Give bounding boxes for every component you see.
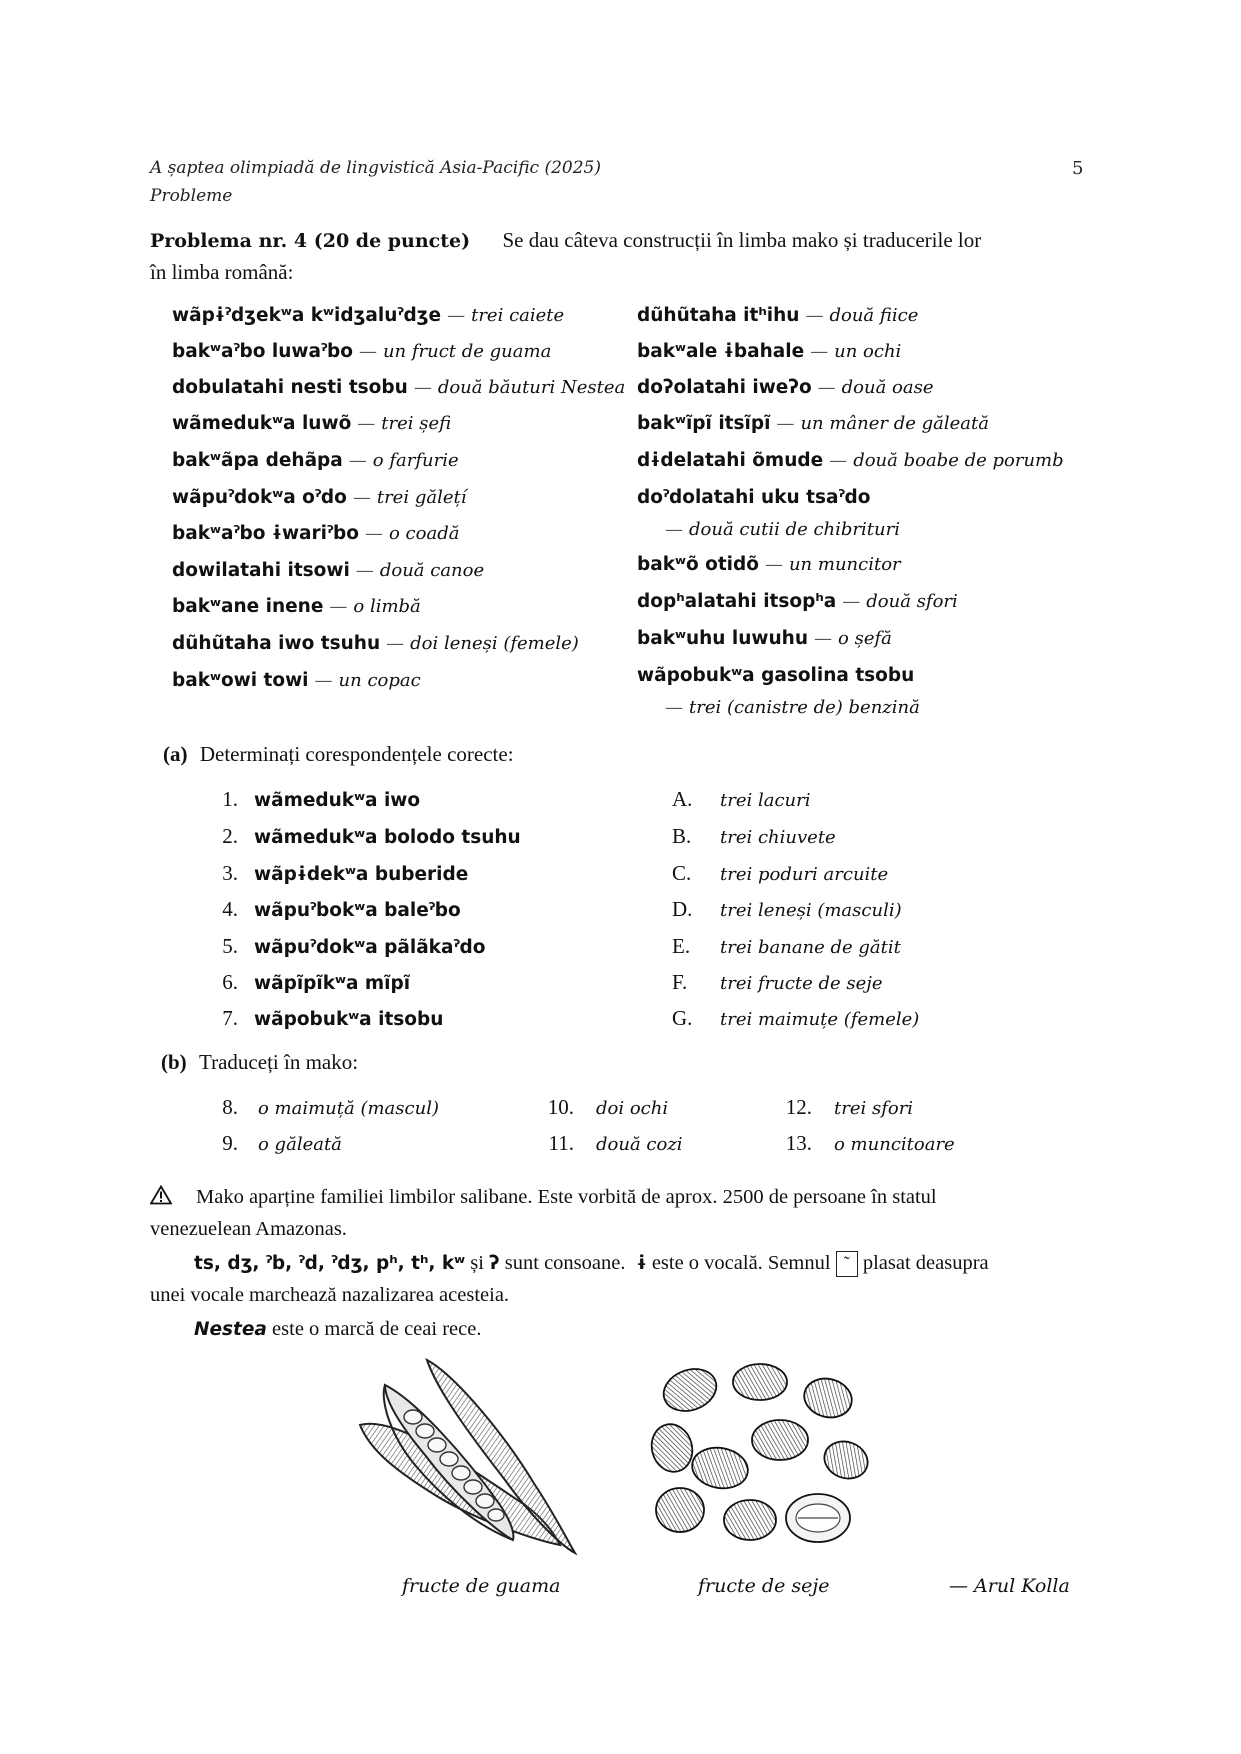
translation: două cozi <box>596 1134 683 1155</box>
translation: trei fructe de seje <box>720 973 883 994</box>
mako-phrase: wãmedukʷa iwo <box>254 790 421 811</box>
example-row: dopʰalatahi itsopʰa — două sfori <box>637 591 958 612</box>
note-paragraph-1a: Mako aparține familiei limbilor salibane. Este vorbită de aprox. 2500 de persoane în statul <box>196 1186 937 1208</box>
example-row <box>637 662 914 686</box>
list-item: 8. o maimuță (mascul) <box>222 1095 439 1119</box>
translation: două băuturi Nestea <box>437 377 626 398</box>
example-row: bakʷane inene — o limbă <box>172 596 421 617</box>
mako-phrase: doˀdolatahi uku tsaˀdo <box>637 487 871 508</box>
translation: două boabe de porumb <box>853 450 1064 471</box>
translation: un ochi <box>834 341 902 362</box>
translation: o limbă <box>353 596 421 617</box>
mako-phrase: wãmedukʷa bolodo tsuhu <box>254 827 521 848</box>
mako-phrase: dũhũtaha iwo tsuhu <box>172 633 381 654</box>
translation: două sfori <box>866 591 958 612</box>
translation: doi ochi <box>596 1098 669 1119</box>
part-b-text: Traduceți în mako: <box>199 1050 359 1074</box>
problem-intro-line-1 <box>150 228 981 253</box>
glottal-symbol: ʔ <box>489 1253 500 1274</box>
mako-phrase: wãpobukʷa itsobu <box>254 1009 444 1030</box>
translation: trei (canistre de) benzină <box>689 697 920 718</box>
note-paragraph-2a: ts, dʒ, ˀb, ˀd, ˀdʒ, pʰ, tʰ, kʷ și ʔ sunt consoane. ɨ este o vocală. Semnul ˜ plasat deasupra <box>194 1247 989 1280</box>
part-a-label: (a) <box>163 742 188 766</box>
mako-phrase: bakʷãpa dehãpa <box>172 450 343 471</box>
example-row: bakʷaˀbo luwaˀbo — un fruct de guama <box>172 341 552 362</box>
mako-phrase: bakʷale ɨbahale <box>637 341 805 362</box>
translation: o farfurie <box>372 450 459 471</box>
mako-phrase: wãpĩpĩkʷa mĩpĩ <box>254 973 411 994</box>
translation: trei poduri arcuite <box>720 864 889 885</box>
seje-fruit-illustration <box>650 1360 870 1550</box>
example-row: dũhũtaha itʰihu — două fiice <box>637 305 919 326</box>
example-row: bakʷõ otidõ — un muncitor <box>637 554 901 575</box>
option-item: A. trei lacuri <box>672 787 811 811</box>
translation: o șefă <box>838 628 892 649</box>
header-title: A șaptea olimpiadă de lingvistică Asia-Pacific (2025) <box>150 158 601 178</box>
translation: doi leneși (femele) <box>410 633 579 654</box>
translation: trei gălețí <box>376 487 467 508</box>
option-item: F. trei fructe de seje <box>672 970 883 994</box>
example-row: dũhũtaha iwo tsuhu — doi leneși (femele) <box>172 633 579 654</box>
page-number: 5 <box>1072 158 1084 179</box>
list-item: 3. wãpɨdekʷa buberide <box>222 861 469 885</box>
mako-phrase: wãpuˀdokʷa pãlãkaˀdo <box>254 937 486 958</box>
guama-fruit-illustration <box>355 1355 595 1555</box>
example-row-continuation: — două cutii de chibrituri <box>665 519 900 540</box>
list-item: 2. wãmedukʷa bolodo tsuhu <box>222 824 521 848</box>
header-subtitle: Probleme <box>150 186 233 206</box>
mako-phrase: bakʷaˀbo ɨwariˀbo <box>172 523 359 544</box>
example-row: dowilatahi itsowi — două canoe <box>172 560 485 581</box>
example-row: wãpɨˀdʒekʷa kʷidʒaluˀdʒe — trei caiete <box>172 305 565 326</box>
translation: o coadă <box>389 523 460 544</box>
translation: trei caiete <box>471 305 565 326</box>
example-row: bakʷale ɨbahale — un ochi <box>637 341 902 362</box>
list-item: 10. doi ochi <box>547 1095 669 1119</box>
example-row: wãmedukʷa luwõ — trei șefi <box>172 413 452 434</box>
note-paragraph-3: Nestea este o marcă de ceai rece. <box>194 1318 482 1340</box>
mako-phrase: doʔolatahi iweʔo <box>637 377 812 398</box>
list-item: 5. wãpuˀdokʷa pãlãkaˀdo <box>222 934 486 958</box>
translation: două fiice <box>829 305 919 326</box>
example-row: bakʷĩpĩ itsĩpĩ — un mâner de găleată <box>637 413 989 434</box>
list-item: 1. wãmedukʷa iwo <box>222 787 421 811</box>
list-item: 7. wãpobukʷa itsobu <box>222 1006 444 1030</box>
mako-phrase: wãpuˀbokʷa baleˀbo <box>254 900 461 921</box>
translation: un muncitor <box>788 554 901 575</box>
list-item: 9. o găleată <box>222 1131 342 1155</box>
list-item: 12. trei sfori <box>785 1095 914 1119</box>
translation: trei șefi <box>381 413 452 434</box>
example-row: dɨdelatahi õmude — două boabe de porumb <box>637 450 1064 471</box>
option-item: G. trei maimuțe (femele) <box>672 1006 920 1030</box>
translation: două cutii de chibrituri <box>689 519 900 540</box>
example-row: bakʷãpa dehãpa — o farfurie <box>172 450 459 471</box>
translation: trei chiuvete <box>720 827 836 848</box>
mako-phrase: wãpuˀdokʷa oˀdo <box>172 487 347 508</box>
translation: o muncitoare <box>834 1134 955 1155</box>
caption-seje: fructe de seje <box>698 1575 830 1597</box>
translation: un fruct de guama <box>382 341 552 362</box>
consonant-list: ts, dʒ, ˀb, ˀd, ˀdʒ, pʰ, tʰ, kʷ <box>194 1253 466 1274</box>
example-row: bakʷuhu luwuhu — o șefă <box>637 628 892 649</box>
example-row: bakʷaˀbo ɨwariˀbo — o coadă <box>172 523 460 544</box>
mako-phrase: bakʷuhu luwuhu <box>637 628 809 649</box>
part-a-text: Determinați corespondențele corecte: <box>199 742 514 766</box>
example-row: bakʷowi towi — un copac <box>172 670 421 691</box>
tilde-box: ˜ <box>836 1251 858 1277</box>
mako-phrase: bakʷĩpĩ itsĩpĩ <box>637 413 771 434</box>
mako-phrase: wãmedukʷa luwõ <box>172 413 352 434</box>
mako-phrase: wãpobukʷa gasolina tsobu <box>637 665 915 686</box>
warning-icon <box>150 1185 172 1210</box>
option-item: E. trei banane de gătit <box>672 934 901 958</box>
translation: un mâner de găleată <box>800 413 989 434</box>
option-item: B. trei chiuvete <box>672 824 836 848</box>
mako-phrase: dobulatahi nesti tsobu <box>172 377 408 398</box>
problem-intro-line-2: în limba română: <box>150 260 294 284</box>
note-paragraph-2b: unei vocale marchează nazalizarea acesteia. <box>150 1284 510 1306</box>
note-paragraph-1b: venezuelean Amazonas. <box>150 1218 347 1240</box>
translation: trei lacuri <box>720 790 811 811</box>
author-credit: — Arul Kolla <box>949 1575 1070 1597</box>
translation: o maimuță (mascul) <box>258 1098 439 1119</box>
translation: o găleată <box>258 1134 342 1155</box>
example-row <box>637 484 870 508</box>
mako-phrase: bakʷõ otidõ <box>637 554 759 575</box>
translation: un copac <box>338 670 421 691</box>
mako-phrase: dɨdelatahi õmude <box>637 450 824 471</box>
list-item: 6. wãpĩpĩkʷa mĩpĩ <box>222 970 411 994</box>
mako-phrase: bakʷaˀbo luwaˀbo <box>172 341 353 362</box>
translation: două canoe <box>379 560 485 581</box>
mako-phrase: dowilatahi itsowi <box>172 560 350 581</box>
translation: două oase <box>841 377 934 398</box>
example-row: doʔolatahi iweʔo — două oase <box>637 377 934 398</box>
mako-phrase: dopʰalatahi itsopʰa <box>637 591 837 612</box>
translation: trei sfori <box>834 1098 914 1119</box>
mako-phrase: bakʷowi towi <box>172 670 309 691</box>
example-row-continuation: — trei (canistre de) benzină <box>665 697 920 718</box>
part-b-label: (b) <box>161 1050 187 1074</box>
list-item: 11. două cozi <box>548 1131 683 1155</box>
mako-phrase: dũhũtaha itʰihu <box>637 305 800 326</box>
translation: trei banane de gătit <box>720 937 901 958</box>
option-item: D. trei leneși (masculi) <box>672 897 902 921</box>
mako-phrase: wãpɨdekʷa buberide <box>254 864 469 885</box>
problem-label: Problema nr. 4 (20 de puncte) <box>150 230 471 252</box>
part-b-heading <box>161 1050 358 1075</box>
problem-intro: Se dau câteva construcții în limba mako și traducerile lor <box>502 228 982 252</box>
vowel-symbol: ɨ <box>636 1253 647 1274</box>
translation: trei leneși (masculi) <box>720 900 902 921</box>
mako-phrase: bakʷane inene <box>172 596 324 617</box>
part-a-heading <box>163 742 514 767</box>
list-item: 4. wãpuˀbokʷa baleˀbo <box>222 897 461 921</box>
caption-guama: fructe de guama <box>402 1575 561 1597</box>
translation: trei maimuțe (femele) <box>720 1009 920 1030</box>
example-row: dobulatahi nesti tsobu — două băuturi Nestea <box>172 377 626 398</box>
brand-name: Nestea <box>194 1319 267 1340</box>
mako-phrase: wãpɨˀdʒekʷa kʷidʒaluˀdʒe <box>172 305 442 326</box>
option-item: C. trei poduri arcuite <box>672 861 889 885</box>
example-row: wãpuˀdokʷa oˀdo — trei gălețí <box>172 487 467 508</box>
list-item: 13. o muncitoare <box>785 1131 955 1155</box>
